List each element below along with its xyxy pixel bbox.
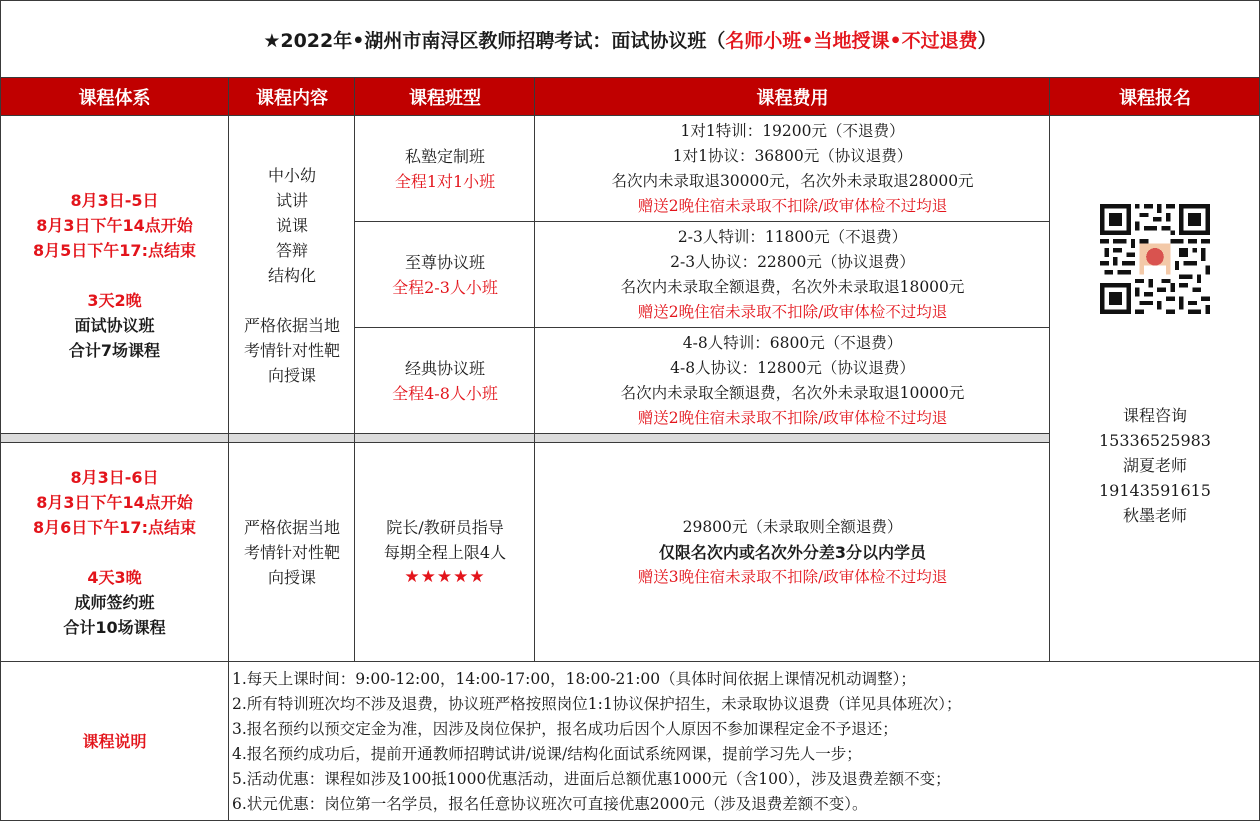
grid-line (0, 0, 1, 821)
fee-signed (535, 443, 1050, 661)
content-line: 考情针对性靶 (243, 542, 340, 562)
fee-line: 1对1特训：19200元（不退费） (680, 122, 905, 140)
grid-line (534, 78, 535, 662)
note-item: 4.报名预约成功后，提前开通教师招聘试讲/说课/结构化面试系统网课，提前学习先人一步； (232, 745, 862, 763)
rating-stars: ★★★★★ (404, 566, 486, 587)
title-suffix: ） (977, 29, 997, 52)
class-line: 院长/教研员指导 (386, 517, 504, 537)
fee-line: 名次内未录取全额退费，名次外未录取退10000元 (620, 384, 965, 402)
content-line: 严格依据当地 (243, 315, 340, 335)
content-line: 严格依据当地 (243, 517, 340, 537)
fee-gift: 赠送2晚住宿未录取不扣除/政审体检不过均退 (637, 303, 948, 321)
content-line: 结构化 (267, 265, 316, 285)
grid-line (355, 327, 1050, 328)
title-prefix: ★2022年•湖州市南浔区教师招聘考试：面试协议班（ (263, 29, 726, 52)
grid-line (354, 78, 355, 662)
content-line: 向授课 (267, 567, 316, 587)
class-name: 经典协议班 (404, 359, 485, 378)
enroll-qr[interactable] (1100, 204, 1210, 318)
fee-gift: 赠送2晚住宿未录取不扣除/政审体检不过均退 (637, 197, 948, 215)
class-supreme (355, 222, 535, 328)
content-line: 向授课 (267, 365, 316, 385)
package-b-start: 8月3日下午14点开始 (36, 492, 193, 512)
grid-line (0, 661, 1260, 662)
package-a-start: 8月3日下午14点开始 (36, 215, 193, 235)
package-a-duration: 3天2晚 (87, 290, 142, 310)
package-b-total: 合计10场课程 (63, 617, 166, 637)
header-course-system: 课程体系 (0, 78, 229, 115)
class-classic (355, 328, 535, 434)
fee-line: 4-8人协议：12800元（协议退费） (670, 359, 915, 377)
note-item: 1.每天上课时间：9:00-12:00，14:00-17:00，18:00-21:00（具体时间依据上课情况机动调整）； (232, 670, 916, 688)
grid-line (0, 115, 1260, 116)
content-line: 考情针对性靶 (243, 340, 340, 360)
qr-code-icon (1100, 204, 1210, 314)
package-b-content (229, 443, 355, 661)
contact-phone[interactable]: 19143591615 (1099, 480, 1211, 500)
grid-line (1049, 78, 1050, 662)
fee-classic (535, 328, 1050, 434)
package-a-date-range: 8月3日-5日 (70, 190, 159, 210)
fee-line: 名次内未录取退30000元，名次外未录取退28000元 (611, 172, 974, 190)
package-a-total: 合计7场课程 (68, 340, 161, 360)
fee-line: 4-8人特训：6800元（不退费） (682, 334, 903, 352)
note-item: 6.状元优惠：岗位第一名学员，报名任意协议班次可直接优惠2000元（涉及退费差额不变）。 (232, 795, 868, 813)
grid-line (355, 221, 1050, 222)
fee-private (535, 116, 1050, 222)
fee-supreme (535, 222, 1050, 328)
header-course-fee: 课程费用 (535, 78, 1050, 115)
package-b-system (0, 443, 229, 661)
package-b-end: 8月6日下午17:点结束 (33, 517, 196, 537)
contact-phone[interactable]: 15336525983 (1099, 430, 1211, 450)
class-size: 全程1对1小班 (394, 172, 496, 191)
content-line: 中小幼 (267, 165, 316, 185)
fee-line: 1对1协议：36800元（协议退费） (672, 147, 913, 165)
package-a-system (0, 116, 229, 434)
grid-line (0, 433, 1050, 434)
grid-line (0, 77, 1260, 78)
class-private (355, 116, 535, 222)
class-size: 全程2-3人小班 (392, 278, 498, 297)
fee-gift: 赠送2晚住宿未录取不扣除/政审体检不过均退 (637, 409, 948, 427)
contact-name: 秋墨老师 (1122, 505, 1187, 525)
enroll-label: 课程咨询 (1122, 405, 1187, 425)
fee-line: 2-3人协议：22800元（协议退费） (670, 253, 915, 271)
grid-line (228, 78, 229, 821)
content-line: 试讲 (275, 190, 308, 210)
package-a-end: 8月5日下午17:点结束 (33, 240, 196, 260)
package-b-name: 成师签约班 (74, 592, 155, 612)
class-size: 全程4-8人小班 (392, 384, 498, 403)
grid-line (0, 442, 1050, 443)
page-title (0, 0, 1260, 78)
header-class-type: 课程班型 (355, 78, 535, 115)
header-enroll: 课程报名 (1050, 78, 1260, 115)
class-name: 至尊协议班 (404, 253, 485, 272)
fee-gift: 赠送3晚住宿未录取不扣除/政审体检不过均退 (637, 567, 948, 586)
fee-line: 名次内未录取全额退费，名次外未录取退18000元 (620, 278, 965, 296)
content-line: 说课 (275, 215, 308, 235)
fee-condition: 仅限名次内或名次外分差3分以内学员 (658, 542, 927, 562)
contact-name: 湖夏老师 (1122, 455, 1187, 475)
class-signed (355, 443, 535, 661)
package-a-content (229, 116, 355, 434)
content-line: 答辩 (275, 240, 308, 260)
header-course-content: 课程内容 (229, 78, 355, 115)
class-line: 每期全程上限4人 (383, 542, 507, 562)
title-highlight: 名师小班•当地授课•不过退费 (725, 29, 978, 52)
package-b-date-range: 8月3日-6日 (70, 467, 159, 487)
notes-label: 课程说明 (82, 732, 147, 751)
enroll-contacts (1050, 400, 1260, 530)
class-name: 私塾定制班 (404, 147, 485, 166)
note-item: 2.所有特训班次均不涉及退费，协议班严格按照岗位1:1协议保护招生，未录取协议退费（详见具体班次）； (232, 695, 962, 713)
fee-line: 2-3人特训：11800元（不退费） (677, 228, 908, 246)
notes-list (232, 667, 962, 817)
fee-line: 29800元（未录取则全额退费） (682, 517, 903, 536)
grid-line (0, 0, 1260, 1)
package-b-duration: 4天3晚 (87, 567, 142, 587)
note-item: 3.报名预约以预交定金为准，因涉及岗位保护，报名成功后因个人原因不参加课程定金不予退还； (232, 720, 898, 738)
note-item: 5.活动优惠：课程如涉及100抵1000优惠活动，进面后总额优惠1000元（含100），涉及退费差额不变； (232, 770, 951, 788)
package-a-name: 面试协议班 (74, 315, 155, 335)
